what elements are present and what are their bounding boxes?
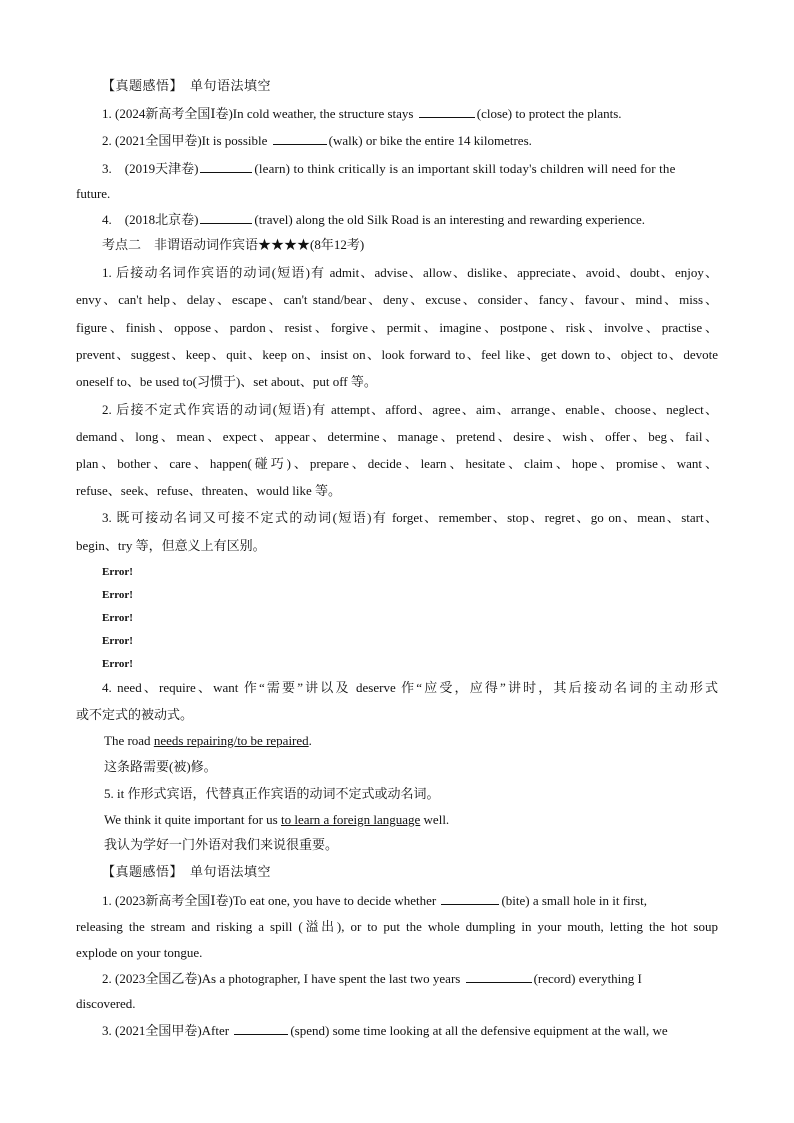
question-2 [102, 132, 532, 149]
paragraph-line: 3. 既可接动名词又可接不定式的动词(短语)有 forget、remember、stop、regret、go on、mean、start、 [102, 510, 718, 525]
paragraph-line: demand、long、mean、expect、appear、determine、manage、pretend、desire、wish、offer、beg、fail、 [76, 429, 718, 444]
paragraph-line: refuse、seek、refuse、threaten、would like 等。 [76, 483, 341, 498]
answer-blank[interactable] [234, 1022, 288, 1035]
section-heading: 【真题感悟】 单句语法填空 [102, 78, 272, 93]
section-heading: 【真题感悟】 单句语法填空 [102, 864, 272, 879]
paragraph-line: prevent、suggest、keep、quit、keep on、insist on、look forward to、feel like、get down to、object to、devote [76, 347, 718, 362]
answer-blank[interactable] [466, 970, 532, 983]
example-sentence [104, 733, 312, 749]
question-1-continuation: releasing the stream and risking a spill (溢出), or to put the whole dumpling in your mouth, letting the hot soup [76, 919, 718, 934]
answer-blank[interactable] [419, 105, 475, 118]
underlined-phrase: needs repairing/to be repaired [153, 733, 309, 748]
example-translation: 这条路需要(被)修。 [104, 759, 217, 774]
error-text: Error! [102, 566, 133, 578]
kaodian-heading: 考点二 非谓语动词作宾语★★★★(8年12考) [102, 237, 365, 252]
question-text: 1. (2024新高考全国Ⅰ卷)In cold weather, the structure stays [102, 106, 417, 121]
paragraph-line: 或不定式的被动式。 [76, 707, 194, 722]
paragraph-line: begin、try 等，但意义上有区别。 [76, 538, 266, 553]
question-text: 4. (2018北京卷) [102, 212, 199, 227]
error-text: Error! [102, 589, 133, 601]
paragraph-line: 5. it 作形式宾语，代替真正作宾语的动词不定式或动名词。 [104, 786, 440, 801]
question-2-continuation: discovered. [76, 996, 136, 1011]
question-2 [102, 970, 718, 987]
paragraph-line: 1. 后接动名词作宾语的动词(短语)有 admit、advise、allow、dislike、appreciate、avoid、doubt、enjoy、 [102, 265, 718, 280]
paragraph-line: figure、finish、oppose、pardon、resist、forgive、permit、imagine、postpone、risk、involve、practise、 [76, 320, 718, 335]
example-text: We think it quite important for us [104, 812, 281, 827]
question-text: (record) everything I [533, 971, 642, 986]
answer-blank[interactable] [200, 211, 252, 224]
answer-blank[interactable] [441, 892, 499, 905]
question-text: 3. (2019天津卷) [102, 161, 199, 176]
question-3-continuation: future. [76, 186, 111, 201]
answer-blank[interactable] [273, 132, 327, 145]
example-text: . [308, 733, 312, 748]
question-text: 3. (2021全国甲卷)After [102, 1023, 233, 1038]
paragraph-line: envy、can't help、delay、escape、can't stand/bear、deny、excuse、consider、fancy、favour、mind、miss、 [76, 292, 718, 307]
question-text: (learn) to think critically is an important skill today's children will need for the [254, 161, 676, 176]
example-text: The road [104, 733, 154, 748]
question-text: 2. (2023全国乙卷)As a photographer, I have spent the last two years [102, 971, 464, 986]
paragraph-line: 2. 后接不定式作宾语的动词(短语)有 attempt、afford、agree、aim、arrange、enable、choose、neglect、 [102, 402, 718, 417]
error-text: Error! [102, 658, 133, 670]
question-text: 2. (2021全国甲卷)It is possible [102, 133, 271, 148]
question-3 [102, 1022, 718, 1039]
question-text: (travel) along the old Silk Road is an interesting and rewarding experience. [254, 212, 646, 227]
question-1-continuation: explode on your tongue. [76, 945, 203, 960]
answer-blank[interactable] [200, 160, 252, 173]
example-sentence [104, 812, 449, 828]
question-1 [102, 105, 622, 122]
question-text: (walk) or bike the entire 14 kilometres. [328, 133, 532, 148]
example-text: well. [420, 812, 450, 827]
paragraph-line: plan、bother、care、happen(碰巧)、prepare、decide、learn、hesitate、claim、hope、promise、want、 [76, 456, 718, 471]
question-text: (bite) a small hole in it first, [501, 893, 647, 908]
question-4 [102, 211, 645, 228]
question-text: (spend) some time looking at all the defensive equipment at the wall, we [290, 1023, 668, 1038]
question-text: (close) to protect the plants. [476, 106, 622, 121]
question-text: 1. (2023新高考全国Ⅰ卷)To eat one, you have to decide whether [102, 893, 440, 908]
question-3 [102, 160, 718, 177]
example-translation: 我认为学好一门外语对我们来说很重要。 [104, 837, 339, 852]
error-text: Error! [102, 612, 133, 624]
question-1 [102, 892, 718, 909]
error-text: Error! [102, 635, 133, 647]
paragraph-line: 4. need、require、want 作“需要”讲以及 deserve 作“应受，应得”讲时，其后接动名词的主动形式 [102, 680, 718, 695]
paragraph-line: oneself to、be used to(习惯于)、set about、put off 等。 [76, 374, 377, 389]
underlined-phrase: to learn a foreign language [280, 812, 421, 827]
